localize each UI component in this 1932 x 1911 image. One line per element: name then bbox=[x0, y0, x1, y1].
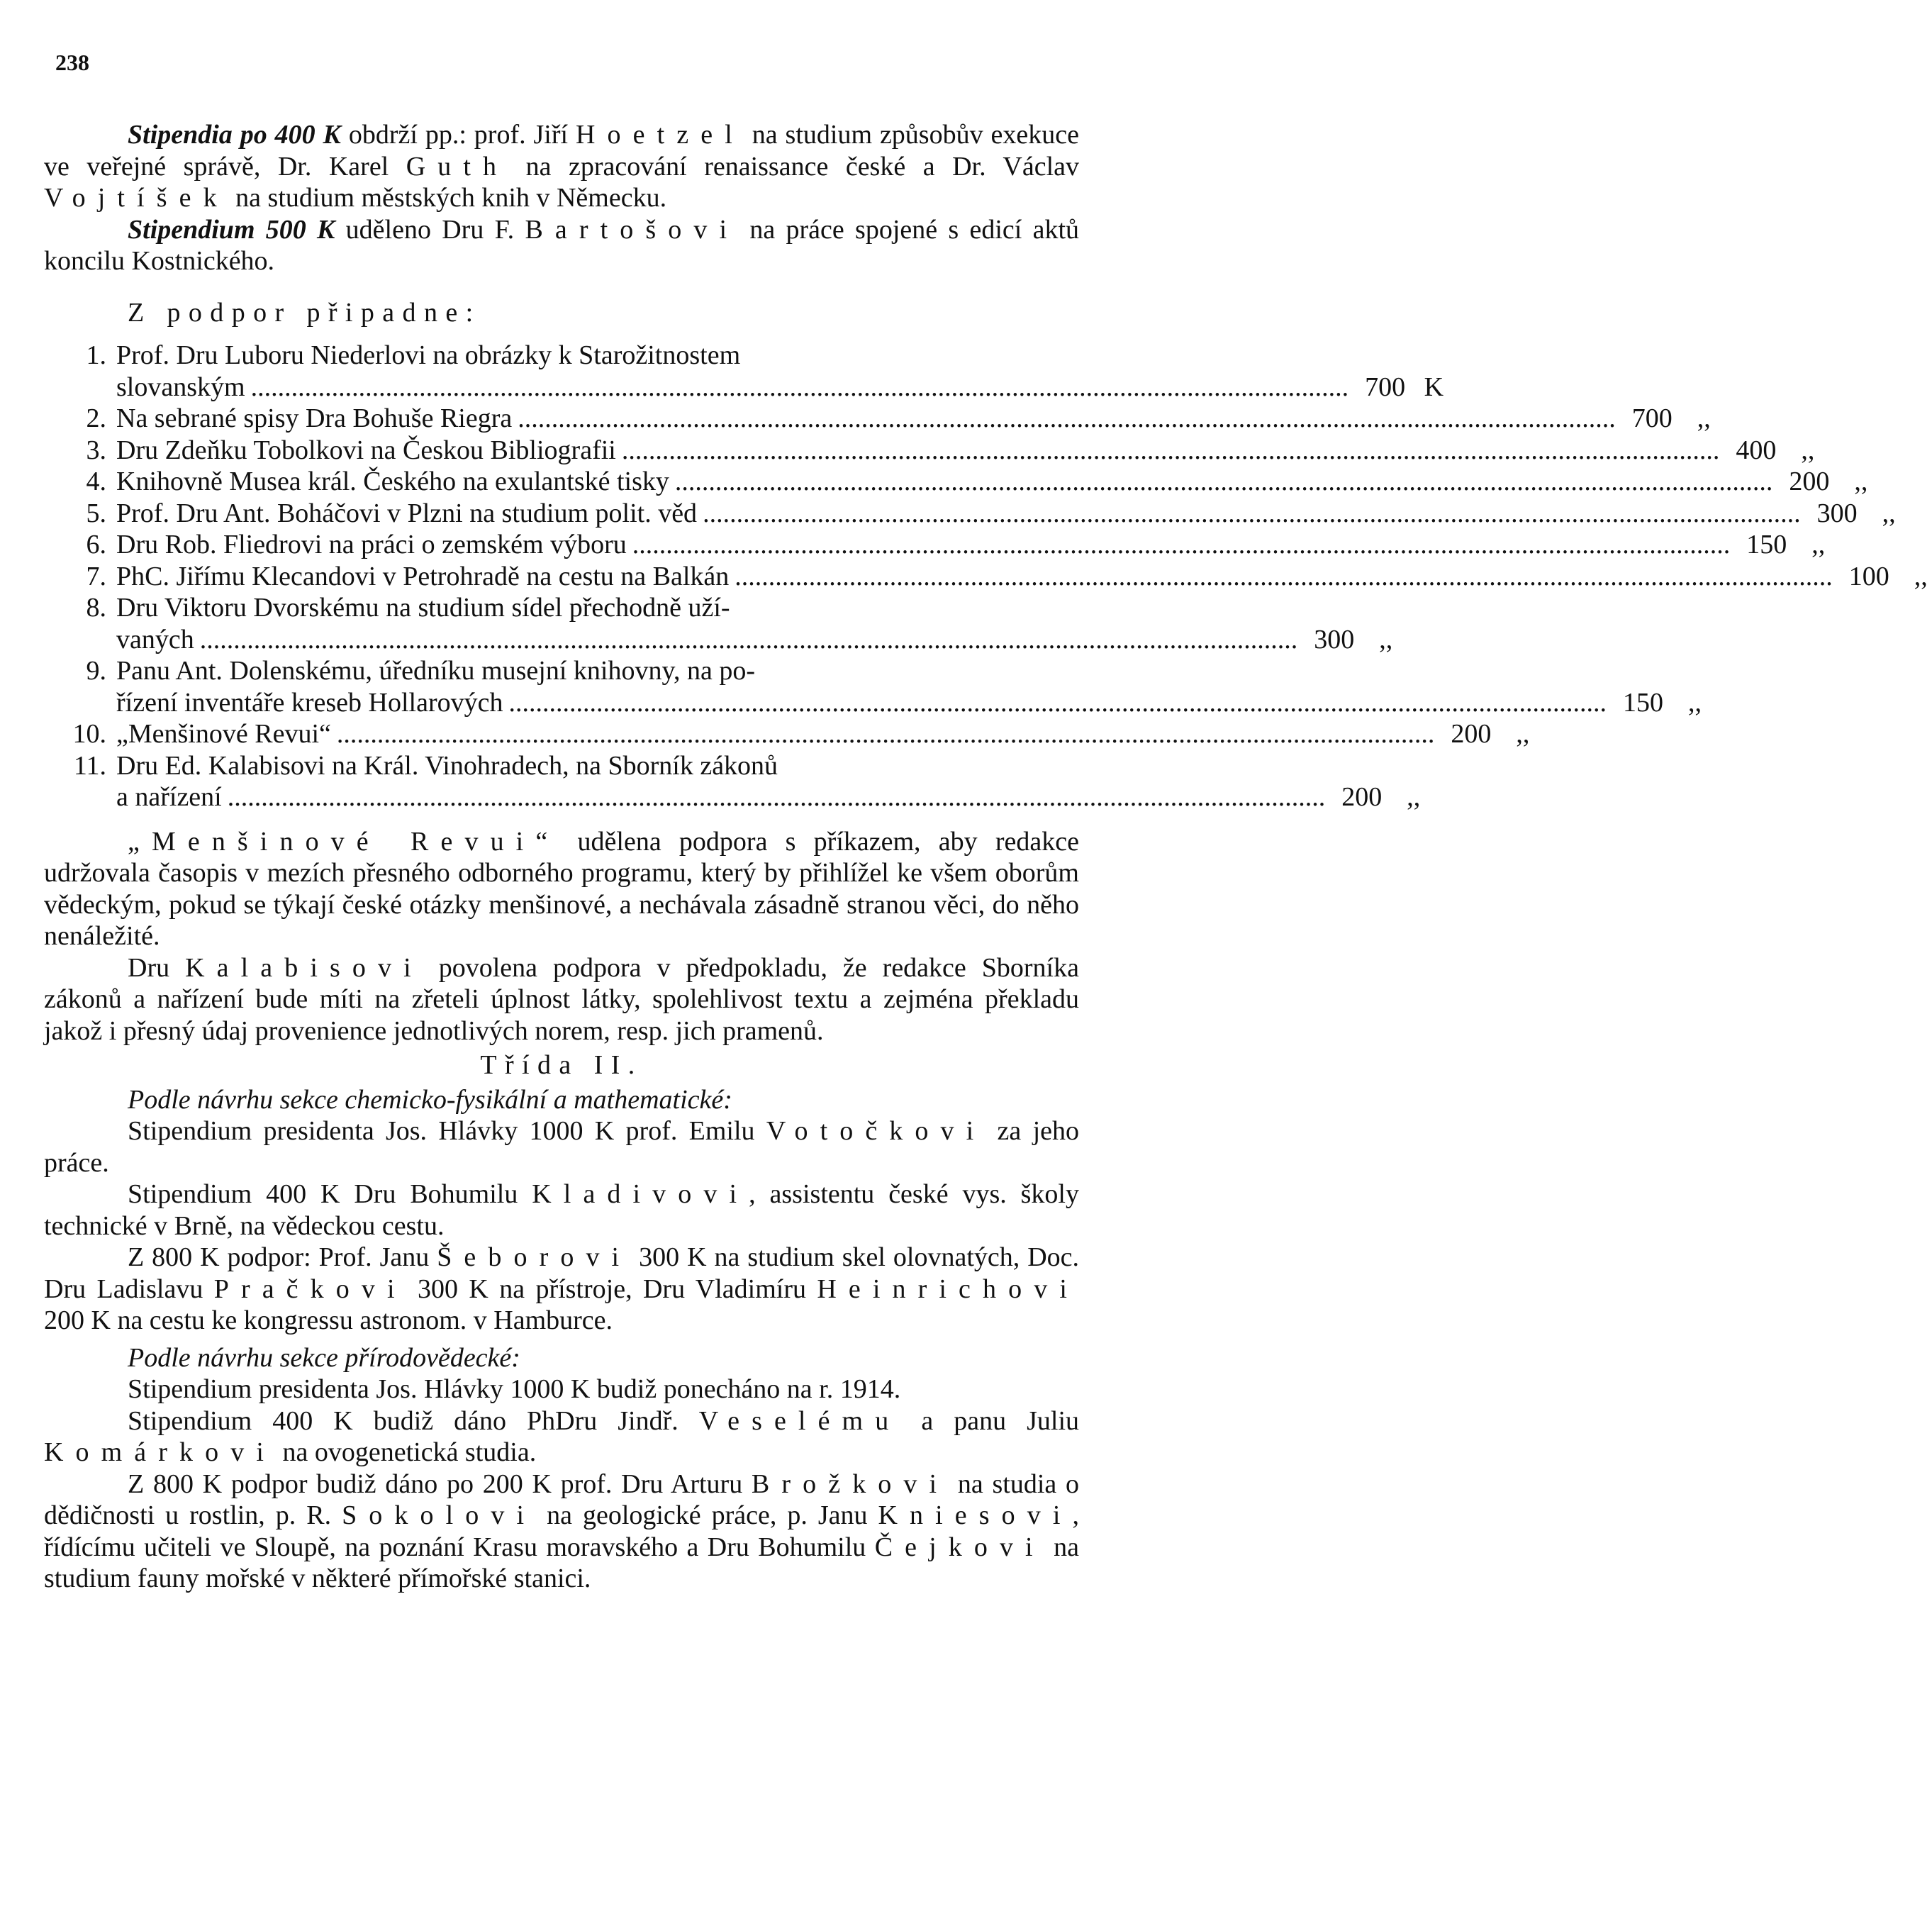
dot-leader bbox=[518, 403, 1616, 435]
list-item bbox=[44, 529, 1826, 561]
spaced-name: Votočkovi bbox=[766, 1116, 986, 1146]
paragraph-nat-1: Stipendium presidenta Jos. Hlávky 1000 K budiž ponecháno na r. 1914. bbox=[128, 1374, 901, 1404]
spaced-name: Čejkovi bbox=[874, 1532, 1045, 1562]
list-item-unit: ,, bbox=[1407, 782, 1421, 812]
spaced-name: Hoetzel bbox=[576, 120, 744, 150]
dot-leader bbox=[228, 781, 1326, 813]
stipend-lead: Stipendium 500 K bbox=[128, 214, 335, 245]
dot-leader bbox=[622, 435, 1720, 467]
list-item-amount: 200 bbox=[1789, 467, 1830, 496]
spaced-name: „Menšinové Revui“ bbox=[128, 826, 560, 857]
list-item-amount: 150 bbox=[1623, 687, 1663, 718]
list-item-number: 10. bbox=[72, 719, 106, 749]
spaced-name: Kladivovi bbox=[532, 1179, 749, 1209]
dot-leader bbox=[509, 687, 1607, 719]
spaced-name: Pračkovi bbox=[213, 1274, 407, 1304]
paragraph-chem-1: Stipendium presidenta Jos. Hlávky 1000 K prof. Emilu Votočkovi za jeho práce. bbox=[44, 1116, 1080, 1178]
list-item-unit: ,, bbox=[1697, 403, 1711, 433]
list-item-amount: 100 bbox=[1848, 561, 1889, 591]
dot-leader bbox=[200, 624, 1298, 656]
list-item-unit: ,, bbox=[1688, 687, 1702, 718]
page-number: 238 bbox=[55, 50, 89, 75]
spaced-name: Komárkovi bbox=[44, 1437, 276, 1467]
list-item-unit: K bbox=[1424, 372, 1444, 402]
list-item-text: Panu Ant. Dolenskému, úředníku musejní knihovny, na po- bbox=[116, 656, 755, 686]
dot-leader bbox=[632, 529, 1731, 561]
spaced-name: Šeborovi bbox=[437, 1242, 632, 1272]
list-item bbox=[44, 655, 1702, 718]
page-text bbox=[44, 119, 1928, 1595]
spaced-name: Sokolovi bbox=[342, 1500, 537, 1530]
list-item-amount: 200 bbox=[1341, 782, 1383, 812]
list-item-text: Na sebrané spisy Dra Bohuše Riegra bbox=[116, 403, 513, 433]
list-item bbox=[44, 340, 1444, 403]
spaced-name: Vojtíšek bbox=[44, 183, 229, 213]
spaced-name: Kniesovi bbox=[878, 1500, 1073, 1530]
list-item-text: a nařízení bbox=[116, 782, 222, 812]
paragraph-stipendium-500: Stipendium 500 K uděleno Dru F. Bartošovi na práce spojené s edicí aktů koncilu Kostnického. bbox=[44, 214, 1079, 276]
list-item-text: Dru Ed. Kalabisovi na Král. Vinohradech, na Sborník zákonů bbox=[116, 750, 778, 781]
list-item-number: 7. bbox=[86, 561, 106, 591]
stipend-lead: Stipendia po 400 K bbox=[128, 120, 341, 150]
list-item-unit: ,, bbox=[1801, 435, 1815, 465]
list-item bbox=[44, 750, 1421, 813]
dot-leader bbox=[735, 561, 1833, 593]
list-item-text: „Menšinové Revui“ bbox=[116, 719, 331, 749]
list-item-unit: ,, bbox=[1854, 467, 1868, 496]
dot-leader bbox=[703, 498, 1801, 530]
list-item-number: 9. bbox=[86, 656, 106, 686]
list-item-amount: 700 bbox=[1631, 403, 1673, 433]
spaced-name: Bartošovi bbox=[525, 214, 739, 245]
spaced-name: Veselému bbox=[698, 1405, 901, 1436]
list-item bbox=[44, 403, 1711, 435]
list-item-unit: ,, bbox=[1914, 561, 1928, 591]
list-item bbox=[44, 498, 1896, 530]
dot-leader bbox=[337, 718, 1435, 750]
list-item-number: 3. bbox=[86, 435, 106, 465]
spaced-name: Brožkovi bbox=[751, 1469, 949, 1499]
paragraph-chem-3: Z 800 K podpor: Prof. Janu Šeborovi 300 K na studium skel olovnatých, Doc. Dru Ladislavu Pračkovi 300 K na přístroje, Dru Vladimíru Heinrichovi 200 K na cestu ke kongressu astronom. v Hamburce. bbox=[44, 1242, 1080, 1335]
list-item-text: slovanským bbox=[116, 372, 245, 402]
section-title-chem: Podle návrhu sekce chemicko-fysikální a mathematické: bbox=[128, 1084, 732, 1115]
paragraph-nat-2: Stipendium 400 K budiž dáno PhDru Jindř. Veselému a panu Juliu Komárkovi na ovogenetická studia. bbox=[44, 1405, 1079, 1467]
class-heading: Třída II. bbox=[480, 1050, 643, 1080]
list-item bbox=[44, 435, 1815, 467]
list-item-number: 6. bbox=[86, 530, 106, 559]
list-item-number: 11. bbox=[73, 750, 106, 781]
dot-leader bbox=[251, 372, 1349, 403]
list-item bbox=[44, 561, 1928, 593]
paragraph-kalabis: Dru Kalabisovi povolena podpora v předpokladu, že redakce Sborníka zákonů a nařízení bude míti na zřeteli úplnost látky, spolehlivost textu a zejména překladu jakož i přesný údaj provenience jednotlivých norem, resp. jich pramenů. bbox=[44, 952, 1079, 1046]
list-item-amount: 300 bbox=[1816, 498, 1858, 528]
list-item-text: Dru Viktoru Dvorskému na studium sídel přechodně uží- bbox=[116, 593, 730, 623]
list-item-amount: 700 bbox=[1365, 372, 1406, 402]
paragraph-nat-3: Z 800 K podpor budiž dáno po 200 K prof. Dru Arturu Brožkovi na studia o dědičnosti u rostlin, p. R. Sokolovi na geologické práce, p. Janu Kniesovi, řídícímu učiteli ve Sloupě, na poznání Krasu moravského a Dru Bohumilu Čejkovi na studium fauny mořské v některé přímořské stanici. bbox=[44, 1469, 1080, 1593]
list-item bbox=[44, 718, 1530, 750]
list-item-number: 8. bbox=[86, 593, 106, 623]
paragraph-stipendia-400: Stipendia po 400 K obdrží pp.: prof. Jiří Hoetzel na studium způsobův exekuce ve veřejné správě, Dr. Karel Guth na zpracování renaissance české a Dr. Václav Vojtíšek na studium městských knih v Německu. bbox=[44, 120, 1079, 213]
list-item-number: 2. bbox=[86, 403, 106, 433]
list-item-text: řízení inventáře kreseb Hollarových bbox=[116, 687, 503, 718]
list-item-amount: 400 bbox=[1736, 435, 1777, 465]
dot-leader bbox=[675, 466, 1773, 498]
spaced-name: Kalabisovi bbox=[185, 952, 423, 983]
list-item-text: PhC. Jiřímu Klecandovi v Petrohradě na cestu na Balkán bbox=[116, 561, 730, 591]
list-item-text: Prof. Dru Ant. Boháčovi v Plzni na studium polit. věd bbox=[116, 498, 698, 528]
paragraph-chem-2: Stipendium 400 K Dru Bohumilu Kladivovi, assistentu české vys. školy technické v Brně, na vědeckou cestu. bbox=[44, 1179, 1079, 1241]
support-heading: Z podpor připadne: bbox=[128, 297, 481, 328]
list-item-text: Knihovně Musea král. Českého na exulantské tisky bbox=[116, 467, 669, 496]
list-item-number: 4. bbox=[86, 467, 106, 496]
paragraph-mensinove: „Menšinové Revui“ udělena podpora s příkazem, aby redakce udržovala časopis v mezích přesného odborného programu, který by přihlížel ke všem oborům vědeckým, pokud se týkají české otázky menšinové, a nechávala zásadně stranou věci, do něho nenáležité. bbox=[44, 826, 1079, 951]
list-item-unit: ,, bbox=[1811, 530, 1826, 559]
list-item bbox=[44, 466, 1868, 498]
list-item-text: vaných bbox=[116, 624, 194, 654]
spaced-name: Guth bbox=[406, 151, 509, 182]
list-item-text: Prof. Dru Luboru Niederlovi na obrázky k Starožitnostem bbox=[116, 340, 741, 370]
support-list bbox=[44, 340, 1928, 813]
list-item-unit: ,, bbox=[1882, 498, 1896, 528]
list-item-unit: ,, bbox=[1516, 719, 1530, 749]
spaced-name: Heinrichovi bbox=[817, 1274, 1079, 1304]
list-item-text: Dru Zdeňku Tobolkovi na Českou Bibliografii bbox=[116, 435, 616, 465]
list-item bbox=[44, 592, 1393, 655]
list-item-text: Dru Rob. Fliedrovi na práci o zemském výboru bbox=[116, 530, 627, 559]
section-title-nat: Podle návrhu sekce přírodovědecké: bbox=[128, 1342, 520, 1373]
list-item-unit: ,, bbox=[1379, 624, 1393, 654]
list-item-number: 5. bbox=[86, 498, 106, 528]
list-item-number: 1. bbox=[86, 340, 106, 370]
list-item-amount: 150 bbox=[1746, 530, 1787, 559]
list-item-amount: 300 bbox=[1314, 624, 1355, 654]
list-item-amount: 200 bbox=[1451, 719, 1492, 749]
